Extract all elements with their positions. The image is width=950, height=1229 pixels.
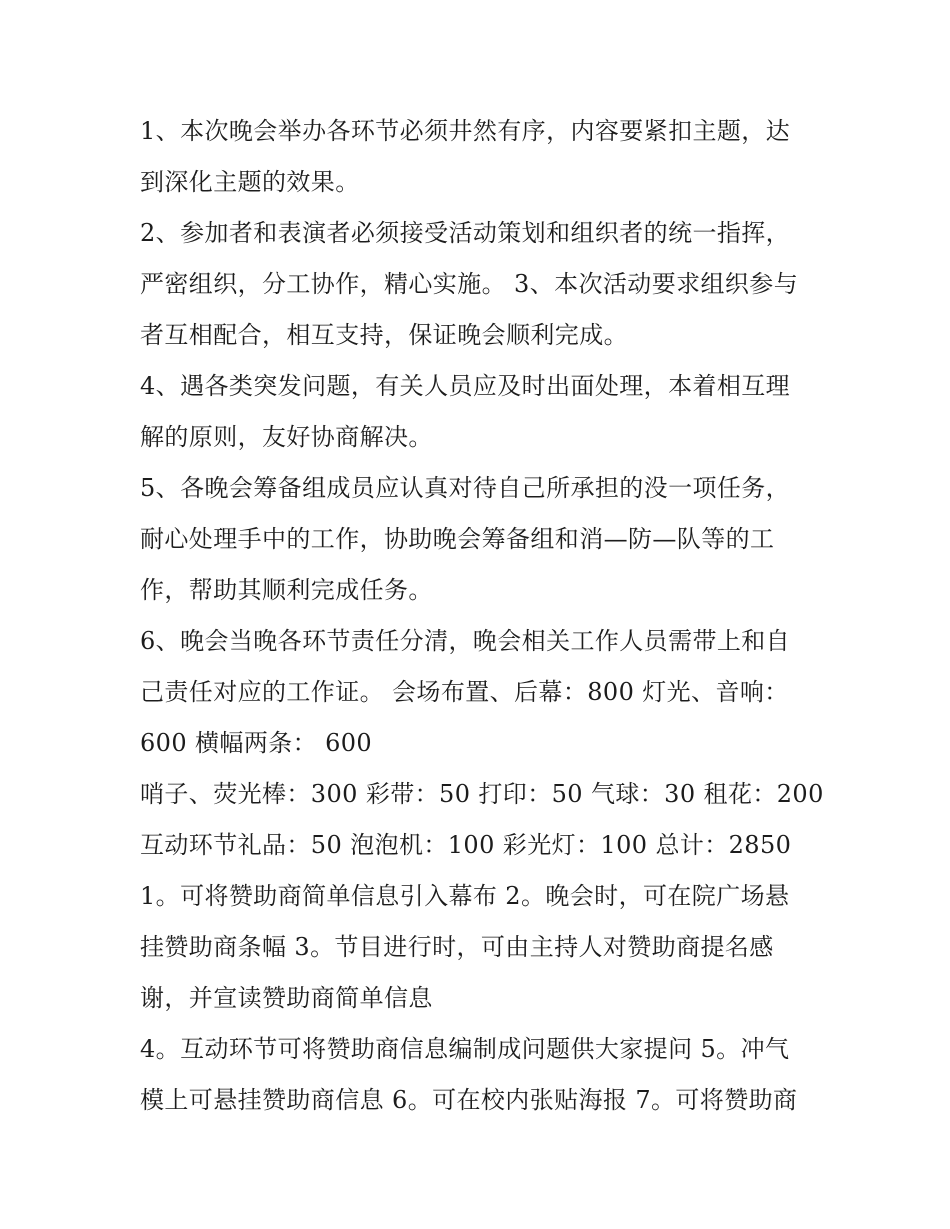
text-line: 模上可悬挂赞助商信息 6。可在校内张贴海报 7。可将赞助商	[140, 1086, 798, 1114]
document-body	[140, 106, 824, 1126]
text-line: 耐心处理手中的工作，协助晚会筹备组和消—防—队等的工	[140, 525, 775, 553]
text-line: 1、本次晚会举办各环节必须井然有序，内容要紧扣主题，达	[140, 117, 791, 145]
text-line: 4。互动环节可将赞助商信息编制成问题供大家提问 5。冲气	[140, 1035, 790, 1063]
text-line: 2、参加者和表演者必须接受活动策划和组织者的统一指挥，	[140, 219, 791, 247]
text-line: 到深化主题的效果。	[140, 168, 360, 196]
text-line: 600 横幅两条： 600	[140, 729, 373, 757]
text-line: 哨子、荧光棒：300 彩带：50 打印：50 气球：30 租花：200	[140, 780, 824, 808]
text-line: 己责任对应的工作证。 会场布置、后幕：800 灯光、音响：	[140, 678, 789, 706]
text-line: 1。可将赞助商简单信息引入幕布 2。晚会时，可在院广场悬	[140, 882, 790, 910]
text-line: 4、遇各类突发问题，有关人员应及时出面处理，本着相互理	[140, 372, 791, 400]
text-line: 作，帮助其顺利完成任务。	[140, 576, 433, 604]
text-line: 互动环节礼品：50 泡泡机：100 彩光灯：100 总计：2850	[140, 831, 792, 859]
text-line: 严密组织，分工协作，精心实施。 3、本次活动要求组织参与	[140, 270, 799, 298]
text-line: 5、各晚会筹备组成员应认真对待自己所承担的没一项任务，	[140, 474, 791, 502]
text-line: 6、晚会当晚各环节责任分清，晚会相关工作人员需带上和自	[140, 627, 791, 655]
text-line: 谢，并宣读赞助商简单信息	[140, 984, 433, 1012]
text-line: 解的原则，友好协商解决。	[140, 423, 433, 451]
text-line: 者互相配合，相互支持，保证晚会顺利完成。	[140, 321, 628, 349]
text-line: 挂赞助商条幅 3。节目进行时，可由主持人对赞助商提名感	[140, 933, 774, 961]
